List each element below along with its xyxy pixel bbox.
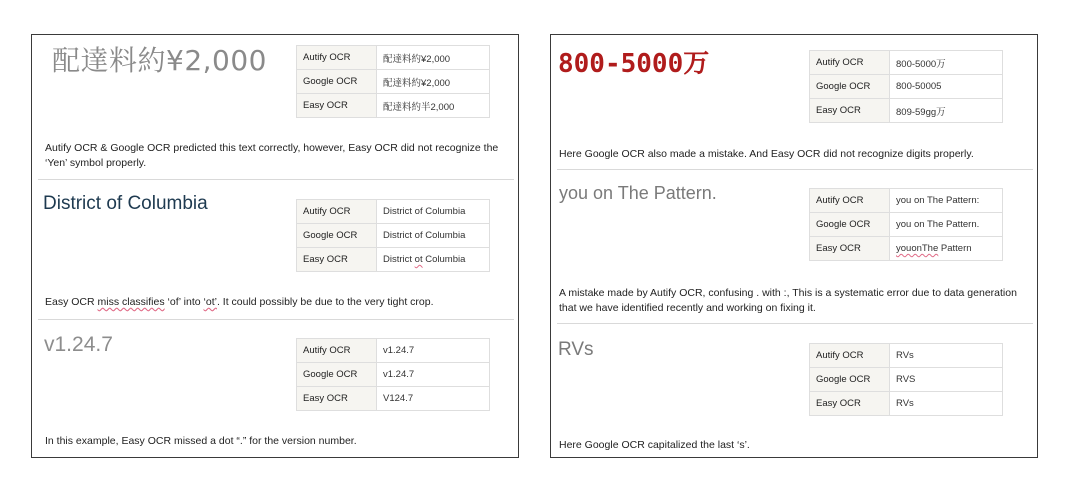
section-divider xyxy=(557,323,1033,324)
table-row xyxy=(810,189,1003,213)
engine-label: Autify OCR xyxy=(810,51,890,75)
result-text: Pattern xyxy=(938,243,972,254)
ocr-result: 配達料約¥2,000 xyxy=(377,46,490,70)
table-row xyxy=(297,363,490,387)
result-text: District xyxy=(383,254,415,265)
section-divider xyxy=(38,319,514,320)
right-comparison-panel xyxy=(550,34,1038,458)
sample-text-range: 800-5000万 xyxy=(558,49,710,79)
sample-text-district: District of Columbia xyxy=(43,193,208,214)
ocr-result xyxy=(377,248,490,272)
table-row xyxy=(297,248,490,272)
ocr-result: 配達料約¥2,000 xyxy=(377,70,490,94)
table-row xyxy=(810,368,1003,392)
engine-label: Autify OCR xyxy=(297,339,377,363)
ocr-results-table-yen xyxy=(296,45,490,118)
explanation-note: In this example, Easy OCR missed a dot “.” for the version number. xyxy=(45,435,357,447)
ocr-result: 800-5000万 xyxy=(890,51,1003,75)
ocr-result xyxy=(890,237,1003,261)
ocr-result: V124.7 xyxy=(377,387,490,411)
ocr-result: v1.24.7 xyxy=(377,363,490,387)
ocr-results-table-pattern xyxy=(809,188,1003,261)
explanation-note: Here Google OCR also made a mistake. And Easy OCR did not recognize digits properly. xyxy=(559,148,974,160)
table-row xyxy=(297,339,490,363)
engine-label: Easy OCR xyxy=(810,392,890,416)
error-highlight: ‘ot’ xyxy=(203,296,217,308)
engine-label: Easy OCR xyxy=(810,99,890,123)
ocr-result: v1.24.7 xyxy=(377,339,490,363)
engine-label: Easy OCR xyxy=(297,248,377,272)
explanation-note: A mistake made by Autify OCR, confusing . with :, This is a systematic error due to data generation that we have identified recently and working on fixing it. xyxy=(559,287,1017,314)
sample-text-yen: 配達料約¥2,000 xyxy=(52,44,267,77)
engine-label: Autify OCR xyxy=(810,189,890,213)
engine-label: Google OCR xyxy=(297,224,377,248)
ocr-results-table-version xyxy=(296,338,490,411)
table-row xyxy=(810,237,1003,261)
engine-label: Autify OCR xyxy=(297,46,377,70)
section-divider xyxy=(38,179,514,180)
engine-label: Google OCR xyxy=(297,70,377,94)
table-row xyxy=(297,46,490,70)
table-row xyxy=(297,94,490,118)
explanation-note: Autify OCR & Google OCR predicted this text correctly, however, Easy OCR did not recognize the ‘Yen’ symbol properly. xyxy=(45,142,499,169)
result-text: Columbia xyxy=(422,254,466,265)
ocr-result: 800-50005 xyxy=(890,75,1003,99)
explanation-note xyxy=(45,295,515,310)
sample-text-pattern: you on The Pattern. xyxy=(559,183,717,203)
engine-label: Google OCR xyxy=(810,368,890,392)
error-highlight: ot xyxy=(414,254,423,265)
engine-label: Autify OCR xyxy=(810,344,890,368)
ocr-result: 配達料約半2,000 xyxy=(377,94,490,118)
table-row xyxy=(810,75,1003,99)
ocr-result: you on The Pattern. xyxy=(890,213,1003,237)
engine-label: Easy OCR xyxy=(810,237,890,261)
table-row xyxy=(297,200,490,224)
engine-label: Google OCR xyxy=(297,363,377,387)
engine-label: Easy OCR xyxy=(297,94,377,118)
table-row xyxy=(810,99,1003,123)
left-comparison-panel xyxy=(31,34,519,458)
table-row xyxy=(810,392,1003,416)
sample-text-rvs: RVs xyxy=(558,339,594,360)
ocr-result: you on The Pattern: xyxy=(890,189,1003,213)
engine-label: Autify OCR xyxy=(297,200,377,224)
table-row xyxy=(297,70,490,94)
engine-label: Easy OCR xyxy=(297,387,377,411)
table-row xyxy=(810,344,1003,368)
table-row xyxy=(297,387,490,411)
engine-label: Google OCR xyxy=(810,213,890,237)
ocr-result: 809-59gg万 xyxy=(890,99,1003,123)
error-highlight: youonThe xyxy=(896,243,939,254)
ocr-result: District of Columbia xyxy=(377,200,490,224)
ocr-results-table-range xyxy=(809,50,1003,123)
ocr-result: RVs xyxy=(890,344,1003,368)
ocr-result: District of Columbia xyxy=(377,224,490,248)
table-row xyxy=(810,213,1003,237)
ocr-results-table-rvs xyxy=(809,343,1003,416)
ocr-results-table-district xyxy=(296,199,490,272)
note-text: . It could possibly be due to the very tight crop. xyxy=(216,296,434,308)
table-row xyxy=(810,51,1003,75)
error-highlight: miss classifies xyxy=(97,296,165,308)
ocr-result: RVS xyxy=(890,368,1003,392)
note-text: Easy OCR xyxy=(45,296,98,308)
sample-text-version: v1.24.7 xyxy=(44,333,113,356)
table-row xyxy=(297,224,490,248)
engine-label: Google OCR xyxy=(810,75,890,99)
section-divider xyxy=(557,169,1033,170)
note-text: ‘of’ into xyxy=(164,296,204,308)
ocr-result: RVs xyxy=(890,392,1003,416)
explanation-note: Here Google OCR capitalized the last ‘s’. xyxy=(559,439,750,451)
